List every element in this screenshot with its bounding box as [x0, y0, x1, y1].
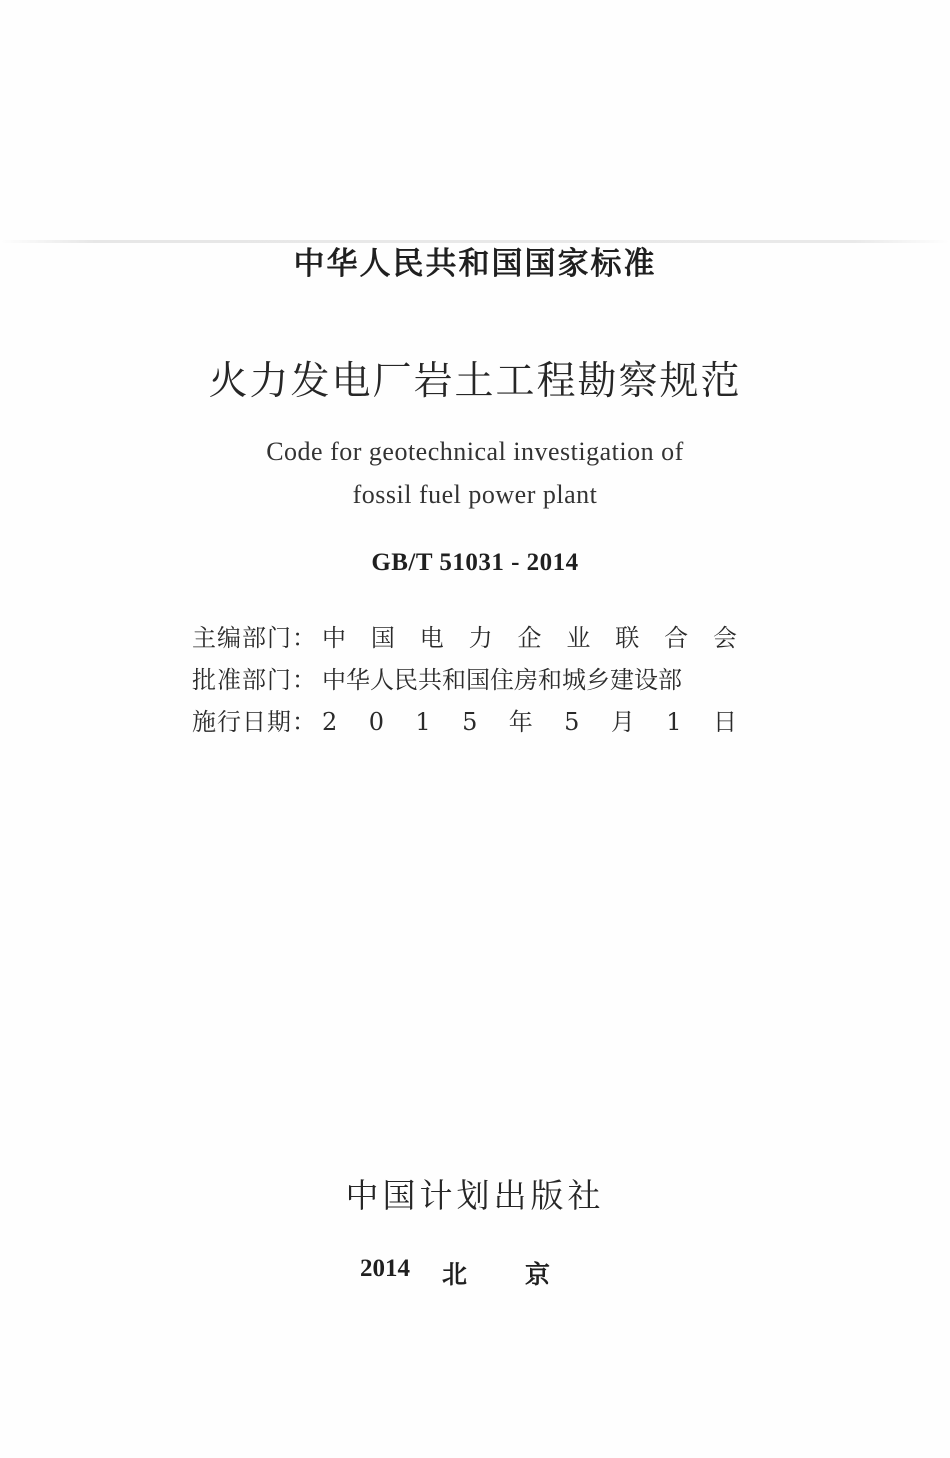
publication-place	[360, 1255, 560, 1287]
title-chinese: 火力发电厂岩土工程勘察规范	[208, 359, 742, 404]
date-char: 1	[415, 708, 431, 736]
standard-series: 中华人民共和国国家标准	[293, 246, 657, 282]
editor-char: 中	[322, 624, 346, 652]
title-english-line-2: fossil fuel power plant	[352, 480, 598, 509]
editor-department-value	[322, 620, 737, 656]
date-char: 0	[368, 708, 384, 736]
publication-year: 2014	[360, 1255, 410, 1282]
effective-date-label: 施行日期：	[192, 708, 317, 736]
date-char: 2	[322, 708, 338, 736]
title-english	[0, 430, 950, 516]
editor-char: 业	[566, 624, 591, 652]
approver-department-label: 批准部门：	[192, 666, 317, 694]
publisher-name: 中国计划出版社	[345, 1176, 605, 1215]
effective-date-value	[322, 704, 737, 740]
date-char: 1	[666, 708, 682, 736]
date-char: 年	[508, 708, 533, 736]
date-char: 5	[462, 708, 478, 736]
publication-city-char-2: 京	[525, 1260, 551, 1289]
date-char: 月	[610, 708, 635, 736]
publication-city-char-1: 北	[442, 1260, 468, 1289]
editor-char: 联	[615, 624, 640, 652]
editor-char: 合	[664, 624, 689, 652]
editor-char: 会	[713, 624, 737, 652]
editor-char: 力	[468, 624, 493, 652]
editor-char: 电	[419, 624, 444, 652]
editor-char: 企	[517, 624, 542, 652]
approver-department-row	[192, 662, 737, 698]
date-char: 5	[564, 708, 580, 736]
title-english-line-1: Code for geotechnical investigation of	[266, 437, 684, 466]
approver-department-value: 中华人民共和国住房和城乡建设部	[322, 666, 682, 694]
editor-department-label: 主编部门：	[192, 624, 317, 652]
editor-department-row	[192, 620, 737, 656]
standard-code: GB/T 51031 - 2014	[371, 549, 579, 576]
editor-char: 国	[370, 624, 395, 652]
date-char: 日	[712, 708, 737, 736]
effective-date-row	[192, 704, 737, 740]
